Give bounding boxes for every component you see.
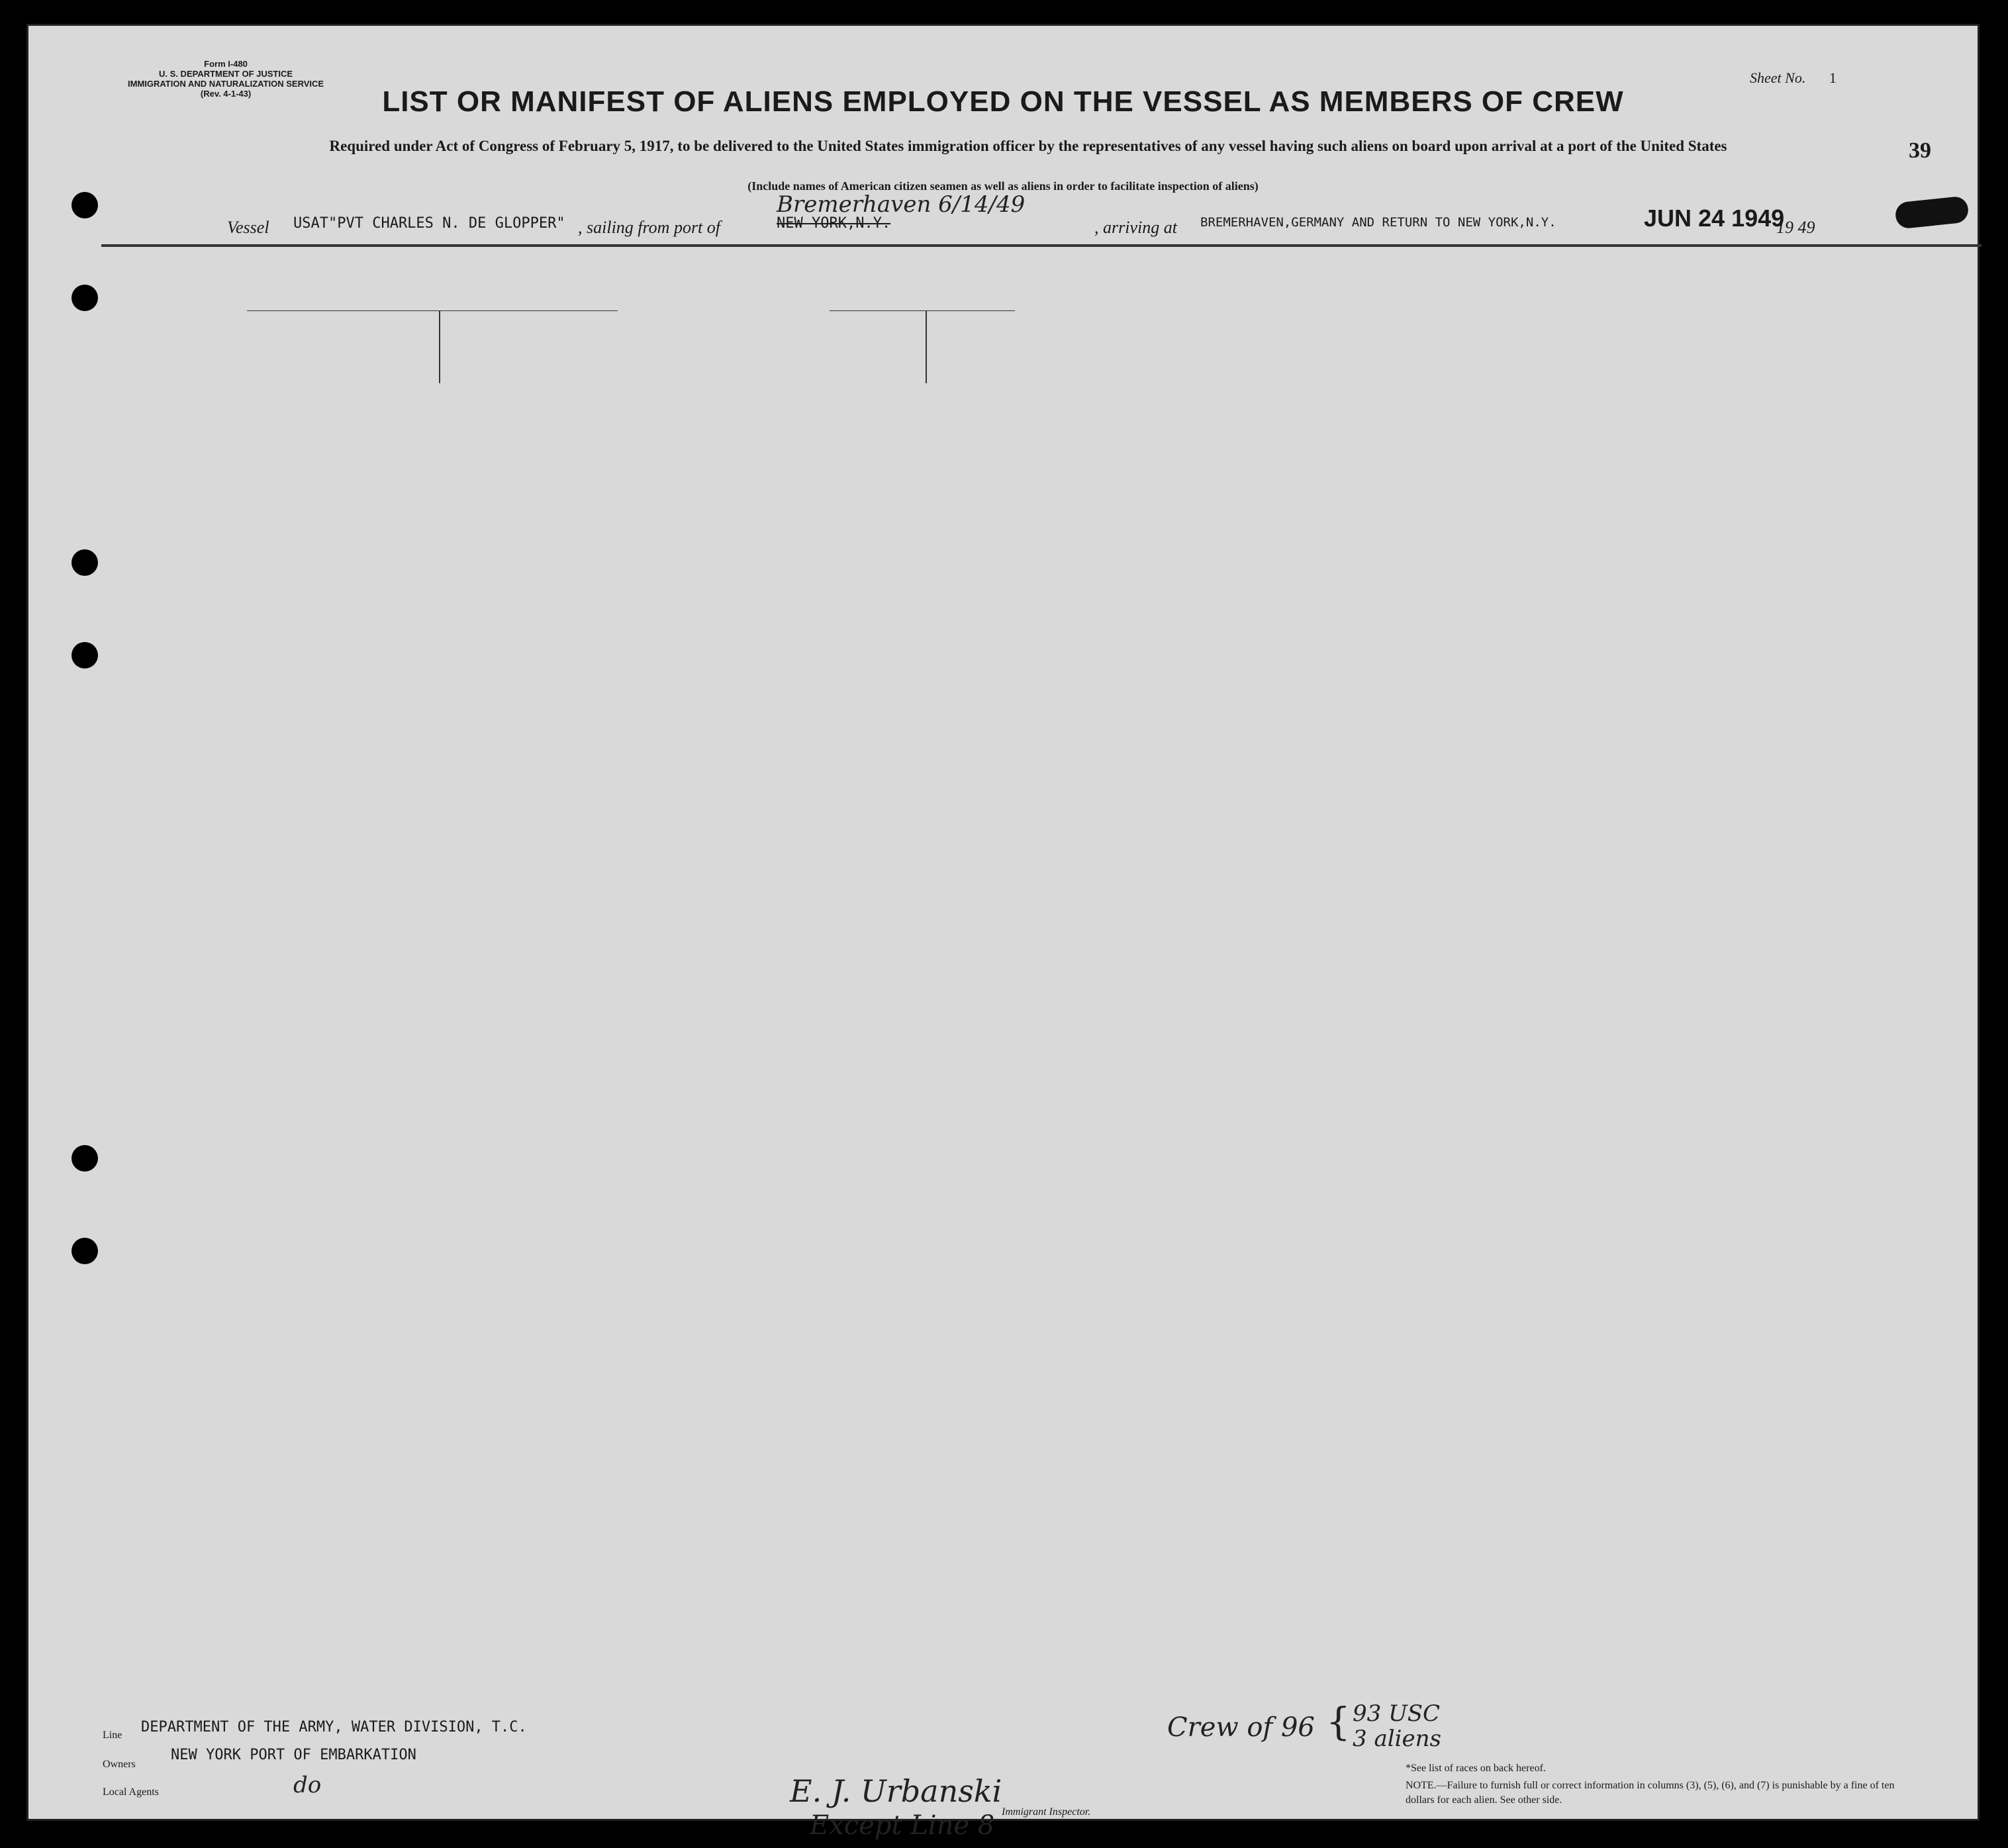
agents-value: do: [293, 1772, 322, 1798]
races-note: *See list of races on back hereof.: [1406, 1763, 1546, 1774]
vessel-label: Vessel: [227, 218, 269, 237]
arriving-label: , arriving at: [1094, 218, 1177, 237]
crew-count-note: Crew of 96: [1167, 1712, 1315, 1743]
punch-hole: [72, 1238, 98, 1264]
revision-date: (Rev. 4-1-43): [200, 89, 252, 99]
sailing-port-handwritten: Bremerhaven 6/14/49: [777, 191, 1026, 218]
sub-rule: [830, 310, 1015, 311]
punch-hole: [72, 192, 98, 218]
sheet-label: Sheet No.: [1750, 69, 1806, 86]
sub-rule: [439, 310, 440, 383]
year-suffix: 19 49: [1776, 218, 1815, 237]
instruction-note: (Include names of American citizen seamen as well as aliens in order to facilitate inspection of aliens): [747, 179, 1259, 193]
department-name: U. S. DEPARTMENT OF JUSTICE: [159, 69, 293, 79]
manifest-sheet: [26, 24, 1980, 1841]
owners-value: NEW YORK PORT OF EMBARKATION: [171, 1747, 416, 1763]
penalty-note: NOTE.—Failure to furnish full or correct information in columns (3), (5), (6), and (7) is punishable by a fine of ten dollars for each alien. See other side.: [1406, 1780, 1895, 1806]
date-stamp: JUN 24 1949: [1644, 205, 1785, 232]
sheet-value: 1: [1829, 69, 1837, 86]
page-number: 39: [1909, 138, 1931, 163]
except-line-note: Except Line 8: [810, 1810, 995, 1841]
crew-brace: {: [1326, 1699, 1351, 1744]
header-rule: [101, 246, 1982, 247]
form-number: Form I-480: [204, 59, 248, 69]
sub-rule: [926, 310, 927, 383]
service-name: IMMIGRATION AND NATURALIZATION SERVICE: [128, 79, 324, 89]
sailing-port: NEW YORK,N.Y.: [777, 215, 891, 232]
sheet-number: [1750, 69, 1837, 87]
crew-manifest-table: [101, 244, 1982, 1679]
vessel-name: USAT"PVT CHARLES N. DE GLOPPER": [293, 215, 565, 232]
owners-label: Owners: [103, 1759, 136, 1770]
sub-rule: [247, 310, 618, 311]
crew-aliens: 3 aliens: [1353, 1726, 1441, 1752]
arriving-port: BREMERHAVEN,GERMANY AND RETURN TO NEW YORK,N.Y.: [1200, 215, 1556, 230]
agents-label: Local Agents: [103, 1786, 159, 1798]
line-label: Line: [103, 1730, 122, 1741]
crew-usc: 93 USC: [1353, 1700, 1441, 1727]
sailing-label: , sailing from port of: [578, 218, 721, 237]
inspector-signature: E. J. Urbanski: [790, 1773, 1002, 1809]
ink-blot: [1894, 195, 1970, 229]
punch-hole: [72, 549, 98, 576]
page-title: LIST OR MANIFEST OF ALIENS EMPLOYED ON THE VESSEL AS MEMBERS OF CREW: [382, 85, 1624, 118]
remarks-handwritten: [1592, 770, 1683, 790]
subtitle: Required under Act of Congress of February 5, 1917, to be delivered to the United States immigration officer by the representatives of any vessel having such aliens on board upon arrival at a port of the United States: [329, 138, 1727, 154]
line-value: DEPARTMENT OF THE ARMY, WATER DIVISION, T.C.: [141, 1719, 527, 1735]
punch-hole: [72, 1145, 98, 1172]
punch-hole: [72, 285, 98, 311]
punch-hole: [72, 642, 98, 669]
inspector-label: Immigrant Inspector.: [1002, 1806, 1091, 1818]
